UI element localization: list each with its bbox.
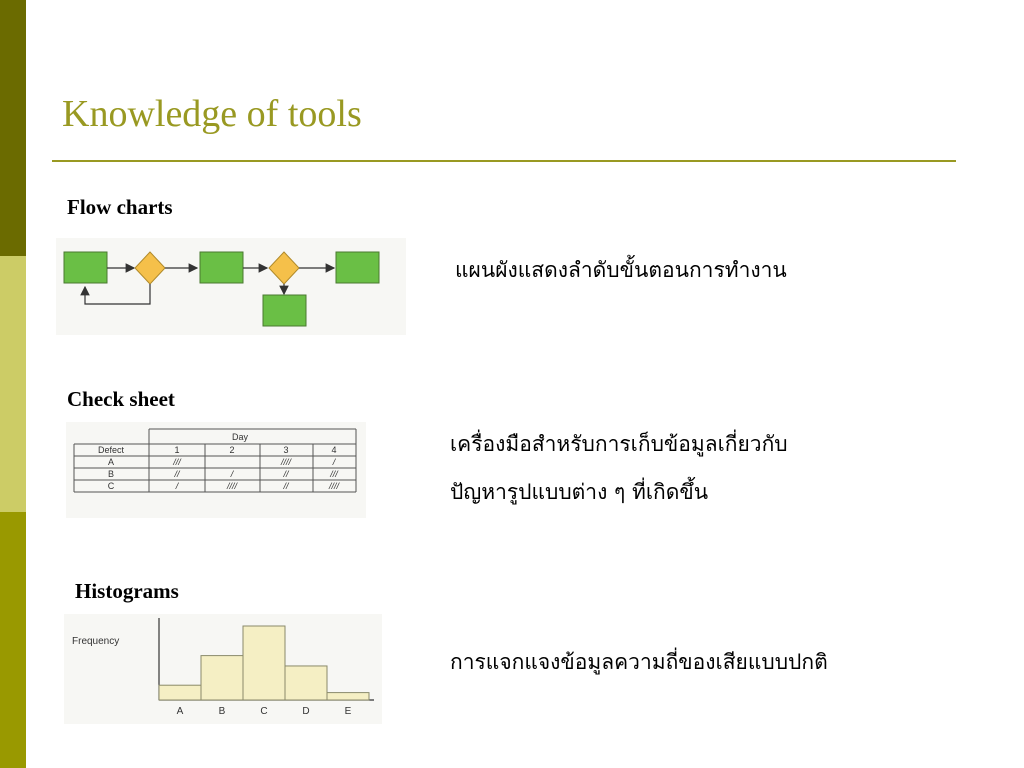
- flow-charts-description: แผนผังแสดงลำดับขั้นตอนการทำงาน: [455, 258, 787, 282]
- histogram-tick-label: A: [176, 706, 184, 717]
- histogram-chart: [64, 614, 382, 724]
- check-sheet-description-line: ปัญหารูปแบบต่าง ๆ ที่เกิดขึ้น: [450, 480, 709, 504]
- check-sheet-description-line: เครื่องมือสำหรับการเก็บข้อมูลเกี่ยวกับ: [450, 432, 788, 456]
- flow-decision-diamond: [269, 252, 299, 284]
- slide-title: Knowledge of tools: [62, 93, 362, 135]
- check-sheet-column-header: 3: [283, 445, 289, 455]
- check-sheet-tally-cell: //: [174, 469, 180, 479]
- flow-charts-label: Flow charts: [67, 195, 173, 219]
- histogram-y-label: Frequency: [72, 636, 120, 647]
- flow-process-box: [64, 252, 107, 283]
- histogram-tick-label: E: [344, 706, 352, 717]
- side-accent-bar-bottom: [0, 512, 26, 768]
- title-divider: [52, 160, 956, 162]
- flow-process-box: [263, 295, 306, 326]
- check-sheet-tally-cell: ////: [328, 481, 340, 491]
- check-sheet-defect-cell: C: [107, 481, 115, 491]
- histogram-bar-e: [327, 693, 369, 700]
- check-sheet-tally-cell: //: [283, 469, 289, 479]
- check-sheet-column-header: 1: [174, 445, 180, 455]
- histogram-tick-label: D: [302, 706, 310, 717]
- histogram-bar-d: [285, 666, 327, 700]
- check-sheet-defect-cell: B: [107, 469, 115, 479]
- flow-process-box: [336, 252, 379, 283]
- check-sheet-label: Check sheet: [67, 387, 175, 411]
- check-sheet-column-header: Defect: [97, 445, 125, 455]
- histogram-tick-label: B: [218, 706, 226, 717]
- histogram-bar-c: [243, 626, 285, 700]
- check-sheet-tally-cell: //: [283, 481, 289, 491]
- check-sheet-tally-cell: ///: [330, 469, 338, 479]
- check-sheet-defect-cell: A: [107, 457, 115, 467]
- flow-process-box: [200, 252, 243, 283]
- check-sheet-tally-cell: ////: [280, 457, 292, 467]
- check-sheet-tally-cell: /: [332, 457, 336, 467]
- check-sheet-tally-cell: ///: [173, 457, 181, 467]
- side-accent-bar-middle: [0, 256, 26, 512]
- check-sheet-column-header: 4: [331, 445, 337, 455]
- check-sheet-illustration: [66, 422, 366, 518]
- histogram-illustration: [64, 614, 382, 724]
- check-sheet-tally-cell: /: [175, 481, 179, 491]
- histogram-bar-b: [201, 656, 243, 700]
- histograms-label: Histograms: [75, 579, 179, 603]
- flow-loop-arrow: [85, 284, 150, 304]
- check-sheet-tally-cell: /: [230, 469, 234, 479]
- flow-decision-diamond: [135, 252, 165, 284]
- side-accent-bar-top: [0, 0, 26, 256]
- check-sheet-column-header: 2: [229, 445, 235, 455]
- check-sheet-tally-cell: ////: [226, 481, 238, 491]
- flowchart-illustration: [56, 238, 406, 335]
- histogram-bar-a: [159, 685, 201, 700]
- histogram-tick-label: C: [260, 706, 268, 717]
- histograms-description: การแจกแจงข้อมูลความถี่ของเสียแบบปกติ: [450, 650, 828, 674]
- check-sheet-description: [450, 420, 788, 516]
- check-sheet-svg: [66, 422, 366, 518]
- flowchart-svg: [56, 238, 406, 335]
- check-sheet-group-header: Day: [231, 432, 249, 442]
